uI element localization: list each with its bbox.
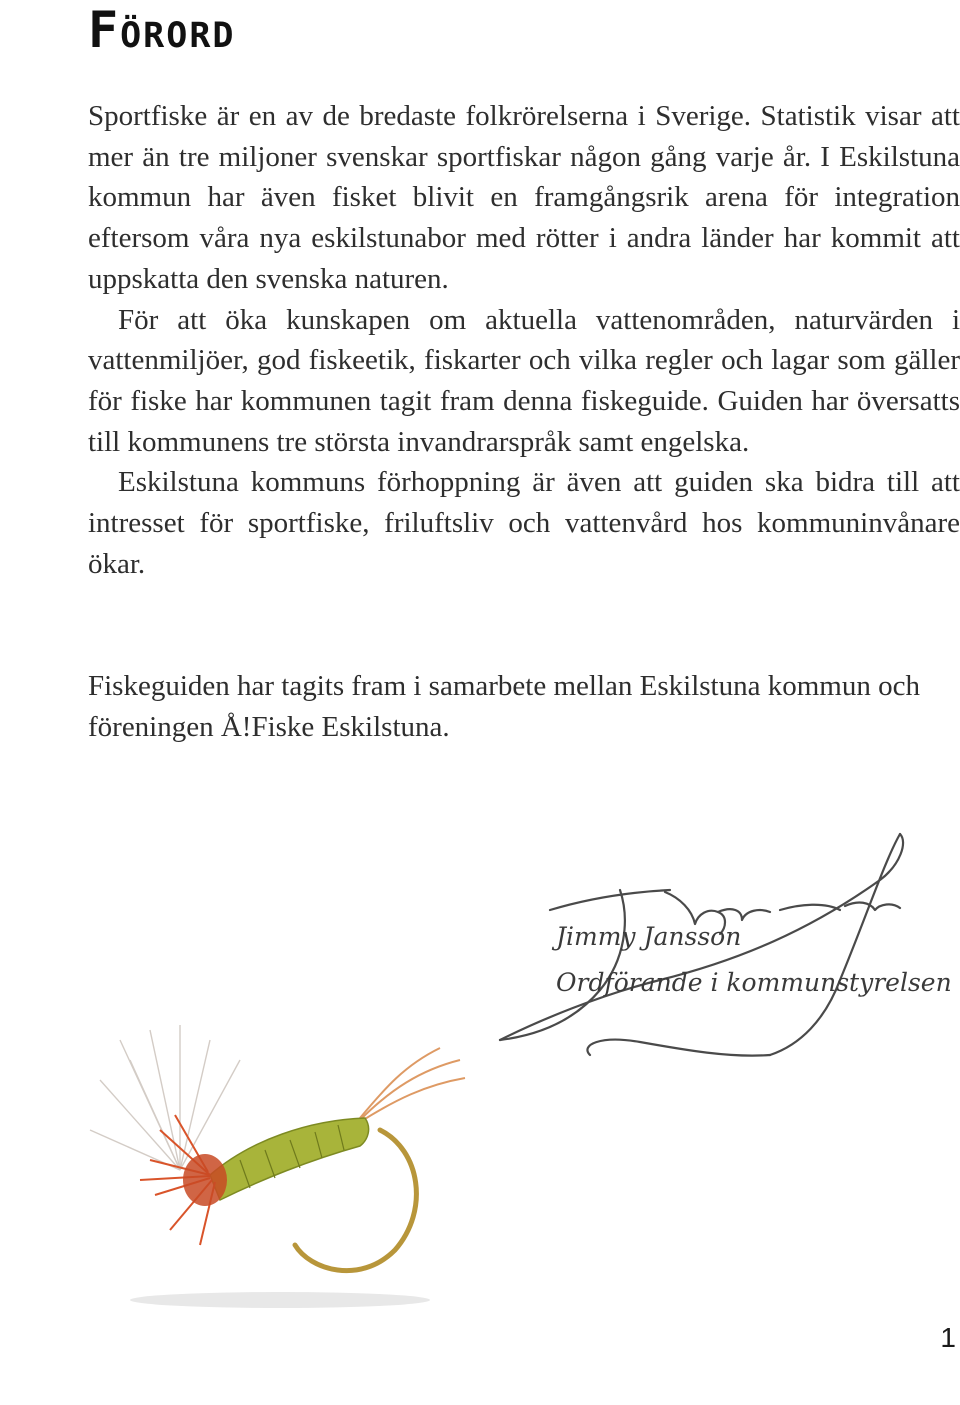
foreword-body: [88, 96, 960, 584]
signature-role: Ordförande i kommunstyrelsen: [556, 968, 952, 997]
page-number: 1: [940, 1322, 956, 1353]
page-title: Förord: [88, 1, 236, 59]
paragraph-2: För att öka kunskapen om aktuella vattenområden, naturvärden i vattenmiljöer, god fiskeetik, fiskarter och vilka regler och lagar som gäller för fiske har kommunen tagit fram denna fiskeguide. Guiden har översatts till kommunens tre största invandrarspråk samt engelska.: [88, 303, 960, 458]
closing-paragraph: Fiskeguiden har tagits fram i samarbete mellan Eskilstuna kommun och föreningen Å!Fiske Eskilstuna.: [88, 670, 920, 743]
paragraph-1: Sportfiske är en av de bredaste folkrörelserna i Sverige. Statistik visar att mer än tre miljoner svenskar sportfiskar någon gång varje år. I Eskilstuna kommun har även fisket blivit en framgångsrik arena för integration eftersom våra nya eskilstunabor med rötter i andra länder har kommit att uppskatta den svenska naturen.: [88, 100, 960, 295]
fishing-fly-illustration: [60, 1000, 480, 1320]
paragraph-3: Eskilstuna kommuns förhoppning är även att guiden ska bidra till att intresset för sportfiske, friluftsliv och vattenvård hos kommuninvånare ökar.: [88, 466, 960, 580]
signature-name: Jimmy Jansson: [556, 922, 742, 951]
